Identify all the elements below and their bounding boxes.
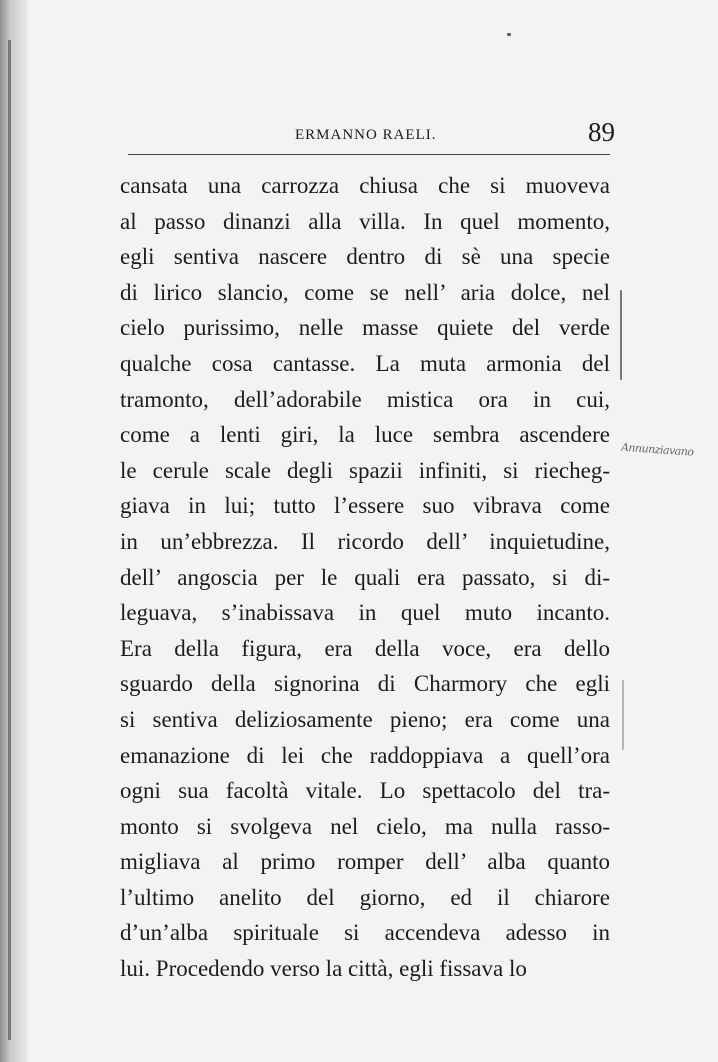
text-line: cansata una carrozza chiusa che si muoveva	[120, 173, 610, 198]
text-line: in un’ebbrezza. Il ricordo dell’ inquietudine,	[120, 528, 610, 554]
text-line: emanazione di lei che raddoppiava a quell’ora	[120, 742, 610, 768]
paper-speck	[507, 33, 511, 36]
text-line: sguardo della signorina di Charmory che egli	[120, 671, 610, 697]
body-text	[120, 168, 610, 987]
text-line: d’un’alba spirituale si accendeva adesso in	[120, 920, 610, 946]
page-binding-edge	[8, 40, 11, 1040]
page-number: 89	[588, 117, 615, 147]
running-title: ERMANNO RAELI.	[295, 127, 437, 143]
text-line: si sentiva deliziosamente pieno; era come una	[120, 706, 610, 732]
text-line: le cerule scale degli spazii infiniti, si riecheg-	[120, 457, 610, 483]
text-line: cielo purissimo, nelle masse quiete del verde	[120, 315, 610, 341]
page-binding-shadow	[0, 0, 28, 1062]
text-line: al passo dinanzi alla villa. In quel momento,	[120, 208, 610, 234]
text-line: leguava, s’inabissava in quel muto incanto.	[120, 600, 610, 626]
text-line: monto si svolgeva nel cielo, ma nulla rasso-	[120, 813, 610, 839]
text-line: qualche cosa cantasse. La muta armonia del	[120, 350, 610, 376]
text-line: giava in lui; tutto l’essere suo vibrava come	[120, 493, 610, 519]
header-rule	[128, 154, 610, 155]
handwritten-margin-note: Annunziavano	[620, 440, 694, 459]
text-line: come a lenti giri, la luce sembra ascendere	[120, 422, 610, 448]
text-line: tramonto, dell’adorabile mistica ora in cui,	[120, 386, 610, 412]
text-line: migliava al primo romper dell’ alba quanto	[120, 849, 610, 875]
text-line: l’ultimo anelito del giorno, ed il chiarore	[120, 884, 610, 910]
text-line: ogni sua facoltà vitale. Lo spettacolo del tra-	[120, 778, 610, 804]
text-line: Era della figura, era della voce, era dello	[120, 635, 610, 661]
margin-mark	[620, 290, 622, 380]
text-line: egli sentiva nascere dentro di sè una specie	[120, 244, 610, 270]
text-line: di lirico slancio, come se nell’ aria dolce, nel	[120, 279, 610, 305]
text-line: lui. Procedendo verso la città, egli fissava lo	[120, 956, 527, 982]
margin-mark	[622, 680, 624, 750]
text-line: dell’ angoscia per le quali era passato, si di-	[120, 564, 610, 590]
